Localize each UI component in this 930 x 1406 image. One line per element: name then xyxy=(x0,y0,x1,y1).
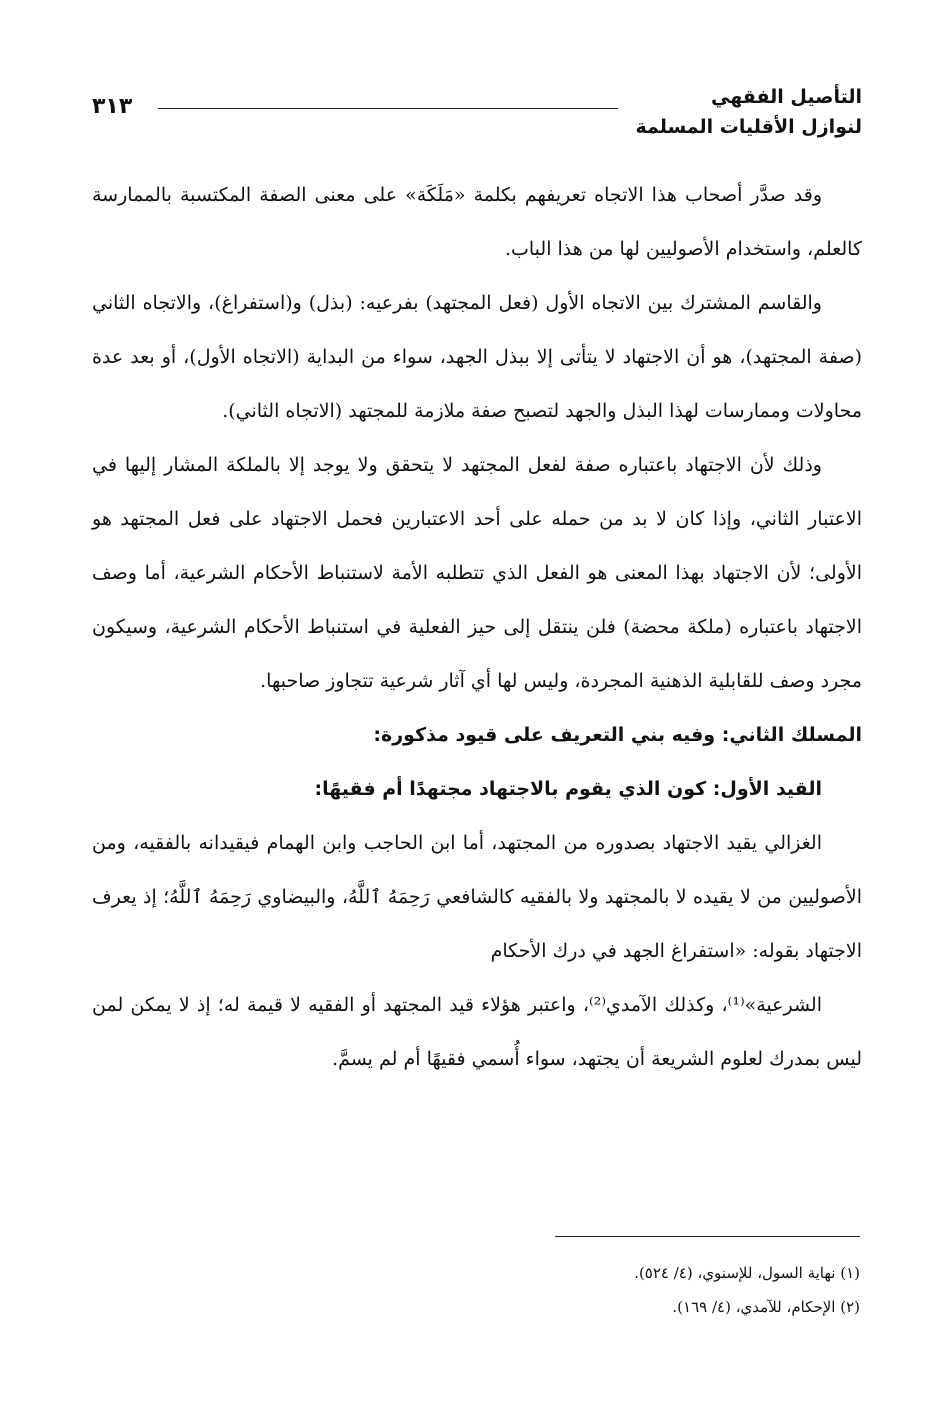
main-text xyxy=(92,168,862,1086)
running-header xyxy=(92,82,862,148)
section-heading-1: المسلك الثاني: وفيه بني التعريف على قيود مذكورة: xyxy=(373,724,862,746)
paragraph-5: الشرعية»⁽¹⁾، وكذلك الآمدي⁽²⁾، واعتبر هؤلاء قيد المجتهد أو الفقيه لا قيمة له؛ إذ لا يمكن لمن ليس بمدرك لعلوم الشريعة أن يجتهد، سواء أُسمي فقيهًا أم لم يسمَّ. xyxy=(92,994,862,1070)
section-heading-2: القيد الأول: كون الذي يقوم بالاجتهاد مجتهدًا أم فقيهًا: xyxy=(314,778,822,800)
paragraph-4: الغزالي يقيد الاجتهاد بصدوره من المجتهد، أما ابن الحاجب وابن الهمام فيقيدانه بالفقيه، ومن الأصوليين من لا يقيده لا بالمجتهد ولا بالفقيه كالشافعي رَحِمَهُ ٱللَّهُ، والبيضاوي رَحِمَهُ ٱللَّهُ؛ إذ يعرف الاجتهاد بقوله: «استفراغ الجهد في درك الأحكام xyxy=(92,832,862,962)
book-title-line-1: التأصيل الفقهي xyxy=(711,86,862,108)
paragraph-1: وقد صدَّر أصحاب هذا الاتجاه تعريفهم بكلمة «مَلَكَة» على معنى الصفة المكتسبة بالممارسة كالعلم، واستخدام الأصوليين لها من هذا الباب. xyxy=(92,184,862,260)
page-number: ٣١٣ xyxy=(92,94,133,119)
footnote-2: (٢) الإحكام، للآمدي، (٤/ ١٦٩). xyxy=(672,1298,860,1316)
header-rule xyxy=(158,108,618,109)
paragraph-2: والقاسم المشترك بين الاتجاه الأول (فعل المجتهد) بفرعيه: (بذل) و(استفراغ)، والاتجاه الثاني (صفة المجتهد)، هو أن الاجتهاد لا يتأتى إلا ببذل الجهد، سواء من البداية (الاتجاه الأول)، أو بعد عدة محاولات وممارسات لهذا البذل والجهد لتصبح صفة ملازمة للمجتهد (الاتجاه الثاني). xyxy=(92,292,862,422)
book-title-line-2: لنوازل الأقليات المسلمة xyxy=(635,116,862,138)
footnotes xyxy=(400,1256,860,1324)
footnote-rule xyxy=(555,1236,860,1237)
book-title xyxy=(622,82,862,142)
paragraph-3: وذلك لأن الاجتهاد باعتباره صفة لفعل المجتهد لا يتحقق ولا يوجد إلا بالملكة المشار إليها في الاعتبار الثاني، وإذا كان لا بد من حمله على أحد الاعتبارين فحمل الاجتهاد على فعل المجتهد هو الأولى؛ لأن الاجتهاد بهذا المعنى هو الفعل الذي تتطلبه الأمة لاستنباط الأحكام الشرعية، أما وصف الاجتهاد باعتباره (ملكة محضة) فلن ينتقل إلى حيز الفعلية في استنباط الأحكام الشرعية، وسيكون مجرد وصف للقابلية الذهنية المجردة، وليس لها أي آثار شرعية تتجاوز صاحبها. xyxy=(92,454,862,692)
footnote-1: (١) نهاية السول، للإسنوي، (٤/ ٥٢٤). xyxy=(634,1264,860,1282)
